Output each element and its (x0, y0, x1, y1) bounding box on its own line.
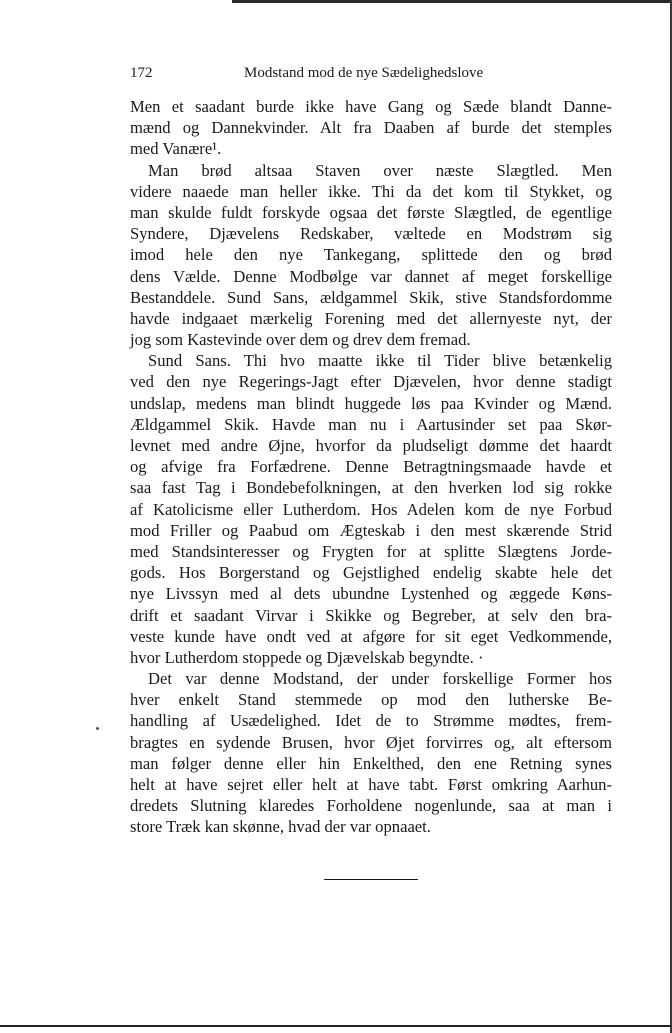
text-line: hver enkelt Stand stemmede op mod den lutherske Be- (130, 690, 612, 710)
text-line: Det var denne Modstand, der under forskellige Former hos (148, 669, 612, 689)
stray-mark (96, 727, 99, 730)
text-line: levnet med andre Øjne, hvorfor da pludseligt dømme det haardt (130, 436, 612, 455)
text-line: store Træk kan skønne, hvad der var opnaaet. (130, 817, 431, 837)
scan-edge-bottom (0, 1025, 672, 1027)
text-line: havde indgaaet mærkelig Forening med det allernyeste nyt, der (130, 308, 612, 328)
text-line: man skulde fuldt forskyde ogsaa det første Slægtled, de egentlige (130, 202, 612, 222)
text-line: nye Livssyn med al dets ubundne Lystenhed og æggede Køns- (130, 584, 612, 604)
text-line: helt at have sejret eller helt at have tabt. Først omkring Aarhun- (130, 775, 612, 794)
text-line: veste kunde have ondt ved at afgøre for sit eget Vedkommende, (130, 626, 612, 646)
text-line: med Vanære¹. (130, 139, 222, 159)
text-line: undslap, medens man blindt huggede løs paa Kvinder og Mænd. (130, 393, 612, 413)
text-line: med Standsinteresser og Frygten for at splitte Slægtens Jorde- (130, 541, 612, 561)
body-text (130, 96, 612, 838)
text-line: gods. Hos Borgerstand og Gejstlighed endelig skabte hele det (130, 563, 612, 583)
text-line: Ældgammel Skik. Havde man nu i Aartusinder set paa Skør- (130, 414, 612, 434)
text-line: Sund Sans. Thi hvo maatte ikke til Tider blive betænkelig (148, 351, 612, 371)
text-line: hvor Lutherdom stoppede og Djævelskab begyndte. · (130, 647, 484, 667)
text-line: videre naaede man heller ikke. Thi da det kom til Stykket, og (130, 181, 612, 201)
end-rule (324, 879, 418, 880)
text-line: jog som Kastevinde over dem og drev dem fremad. (130, 330, 471, 350)
text-line: man følger denne eller hin Enkelthed, den ene Retning synes (130, 753, 612, 773)
text-line: saa fast Tag i Bondebefolkningen, at den hverken lod sig rokke (130, 478, 612, 498)
text-line: ved den nye Regerings-Jagt efter Djævelen, hvor denne stadigt (130, 372, 612, 392)
running-head (130, 63, 612, 83)
text-line: drift et saadant Virvar i Skikke og Begreber, at selv den bra- (130, 605, 612, 625)
text-line: mænd og Dannekvinder. Alt fra Daaben af burde det stemples (130, 118, 612, 138)
scan-edge-top (232, 0, 672, 3)
text-line: Man brød altsaa Staven over næste Slægtled. Men (148, 160, 612, 180)
text-line: dredets Slutning klaredes Forholdene nogenlunde, saa at man i (130, 796, 612, 816)
text-line: af Katolicisme eller Lutherdom. Hos Adelen kom de nye Forbud (130, 499, 612, 519)
text-line: Syndere, Djævelens Redskaber, væltede en Modstrøm sig (130, 224, 612, 244)
text-line: Bestanddele. Sund Sans, ældgammel Skik, stive Standsfordomme (130, 287, 612, 307)
running-title: Modstand mod de nye Sædelighedslove (244, 65, 484, 81)
text-line: handling af Usædelighed. Idet de to Strømme mødtes, frem- (130, 711, 612, 731)
text-line: Men et saadant burde ikke have Gang og Sæde blandt Danne- (130, 97, 612, 116)
text-line: dens Vælde. Denne Modbølge var dannet af meget forskellige (130, 266, 612, 286)
text-line: bragtes en sydende Brusen, hvor Øjet forvirres og, alt eftersom (130, 732, 612, 752)
page-number: 172 (130, 65, 153, 81)
text-line: mod Friller og Paabud om Ægteskab i den mest skærende Strid (130, 520, 612, 540)
text-line: imod hele den nye Tankegang, splittede den og brød (130, 245, 612, 265)
text-line: og afvige fra Forfædrene. Denne Betragtningsmaade havde et (130, 457, 612, 477)
